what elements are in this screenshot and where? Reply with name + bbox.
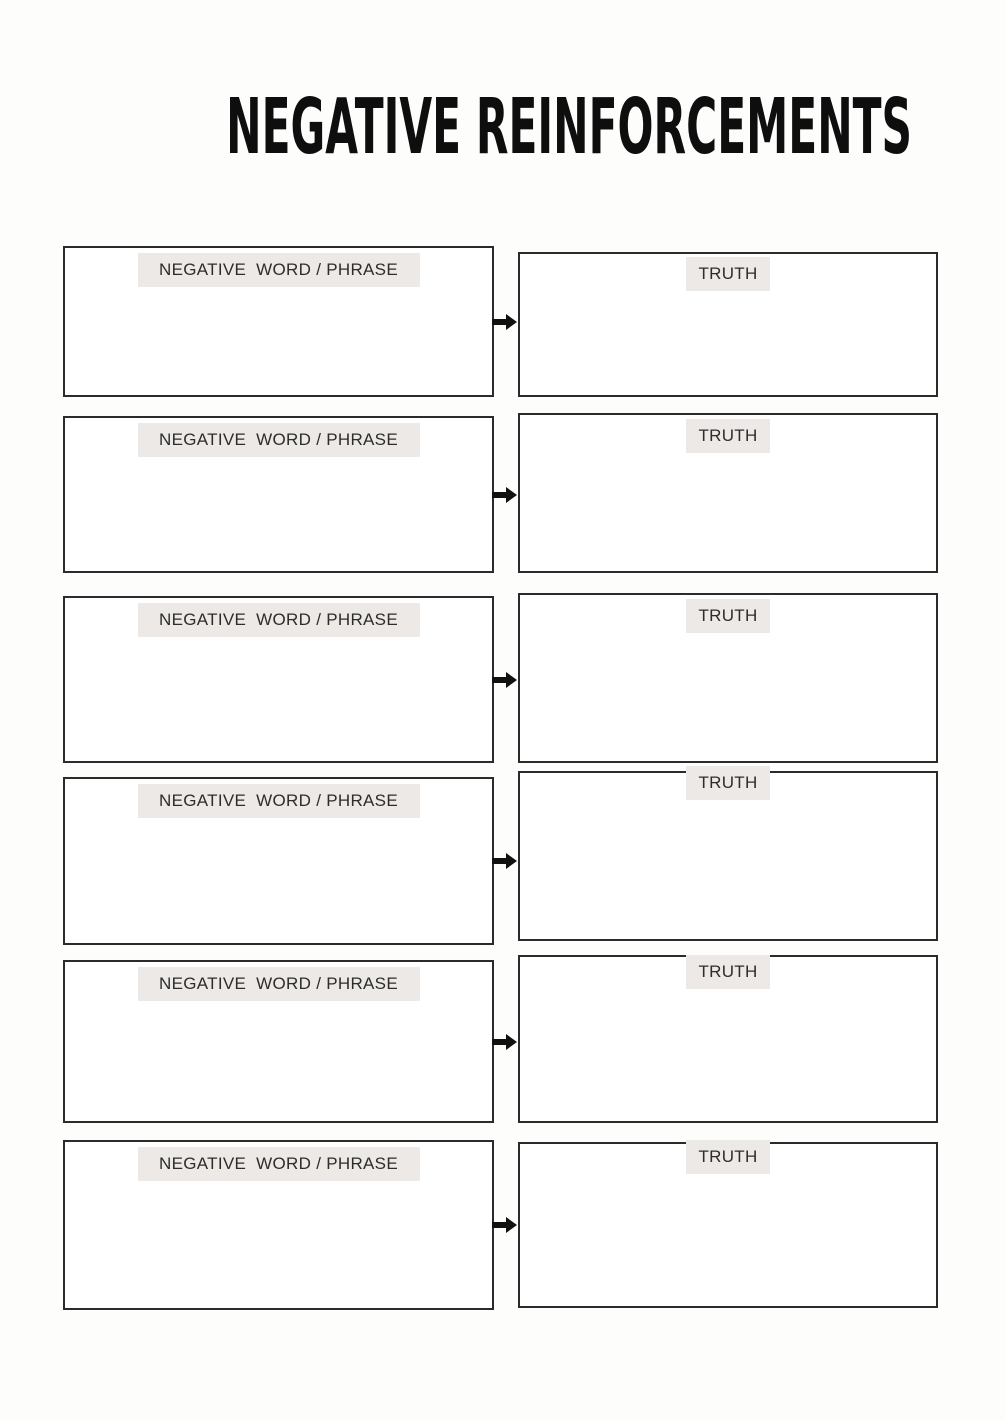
arrow-right-icon bbox=[492, 1216, 518, 1234]
arrow-right-icon bbox=[492, 1033, 518, 1051]
arrow-right-icon bbox=[492, 852, 518, 870]
arrow-right-icon bbox=[492, 671, 518, 689]
truth-box[interactable] bbox=[518, 413, 938, 573]
arrow-right-icon bbox=[492, 313, 518, 331]
truth-box[interactable] bbox=[518, 1142, 938, 1308]
truth-label: TRUTH bbox=[686, 1140, 770, 1174]
truth-box[interactable] bbox=[518, 593, 938, 763]
negative-word-label: NEGATIVE WORD / PHRASE bbox=[138, 253, 420, 287]
truth-label: TRUTH bbox=[686, 419, 770, 453]
negative-word-label: NEGATIVE WORD / PHRASE bbox=[138, 423, 420, 457]
negative-word-box[interactable] bbox=[63, 1140, 494, 1310]
truth-box[interactable] bbox=[518, 955, 938, 1123]
negative-word-label: NEGATIVE WORD / PHRASE bbox=[138, 603, 420, 637]
truth-label: TRUTH bbox=[686, 599, 770, 633]
truth-box[interactable] bbox=[518, 771, 938, 941]
page-title: NEGATIVE REINFORCEMENTS bbox=[226, 83, 913, 172]
negative-word-label: NEGATIVE WORD / PHRASE bbox=[138, 1147, 420, 1181]
negative-word-box[interactable] bbox=[63, 246, 494, 397]
negative-word-box[interactable] bbox=[63, 777, 494, 945]
negative-word-box[interactable] bbox=[63, 960, 494, 1123]
truth-box[interactable] bbox=[518, 252, 938, 397]
truth-label: TRUTH bbox=[686, 955, 770, 989]
negative-word-box[interactable] bbox=[63, 416, 494, 573]
negative-word-label: NEGATIVE WORD / PHRASE bbox=[138, 967, 420, 1001]
negative-word-box[interactable] bbox=[63, 596, 494, 763]
negative-word-label: NEGATIVE WORD / PHRASE bbox=[138, 784, 420, 818]
truth-label: TRUTH bbox=[686, 257, 770, 291]
truth-label: TRUTH bbox=[686, 766, 770, 800]
arrow-right-icon bbox=[492, 486, 518, 504]
